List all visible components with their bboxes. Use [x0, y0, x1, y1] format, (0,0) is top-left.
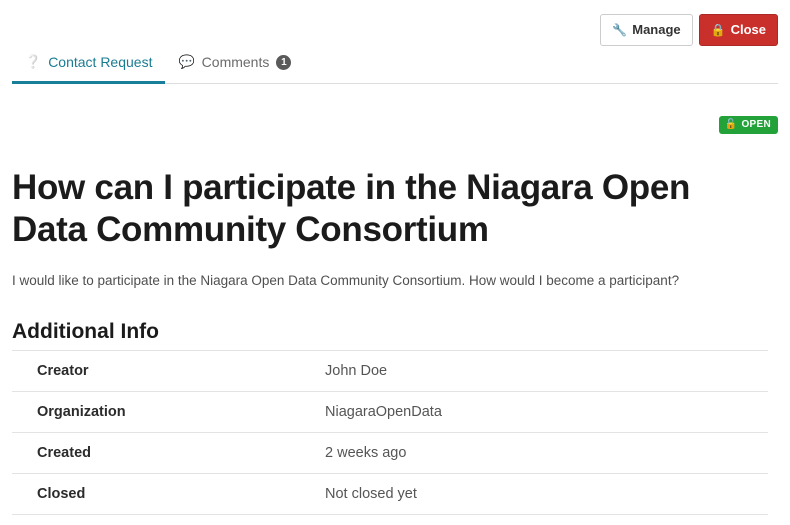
tab-comments-badge: 1 — [276, 55, 291, 70]
action-bar — [600, 14, 778, 46]
table-row — [12, 392, 768, 433]
page-title: How can I participate in the Niagara Open Data Community Consortium — [12, 168, 691, 249]
tab-comments-label: Comments — [201, 54, 270, 70]
tab-contact-request-label: Contact Request — [48, 54, 153, 70]
issue-description: I would like to participate in the Niagara Open Data Community Consortium. How would I become a participant? — [12, 272, 680, 288]
table-row — [12, 474, 768, 515]
wrench-icon: 🔧 — [612, 22, 628, 37]
additional-info-table — [12, 350, 768, 515]
table-row — [12, 351, 768, 392]
table-cell-value: Not closed yet — [325, 486, 417, 502]
comment-icon: 💬 — [178, 54, 195, 69]
close-button-label: Close — [730, 22, 766, 37]
lock-icon: 🔒 — [710, 22, 726, 37]
table-cell-key: Created — [37, 445, 91, 461]
close-button[interactable] — [699, 14, 778, 46]
table-cell-value: 2 weeks ago — [325, 445, 407, 461]
additional-info-heading: Additional Info — [12, 320, 159, 344]
question-circle-icon: ❔ — [25, 54, 42, 69]
table-cell-key: Creator — [37, 363, 89, 379]
table-row — [12, 433, 768, 474]
tab-comments[interactable] — [165, 54, 304, 84]
status-badge-label: OPEN — [741, 119, 771, 130]
tab-bar — [12, 46, 778, 84]
manage-button[interactable] — [600, 14, 692, 46]
table-cell-value: NiagaraOpenData — [325, 404, 442, 420]
tab-contact-request[interactable] — [12, 54, 165, 84]
table-cell-value: John Doe — [325, 363, 388, 379]
table-cell-key: Organization — [37, 404, 126, 420]
table-cell-key: Closed — [37, 486, 86, 502]
status-row — [719, 114, 778, 134]
unlock-icon: 🔓 — [724, 119, 738, 130]
manage-button-label: Manage — [632, 22, 681, 37]
status-badge — [719, 116, 778, 134]
